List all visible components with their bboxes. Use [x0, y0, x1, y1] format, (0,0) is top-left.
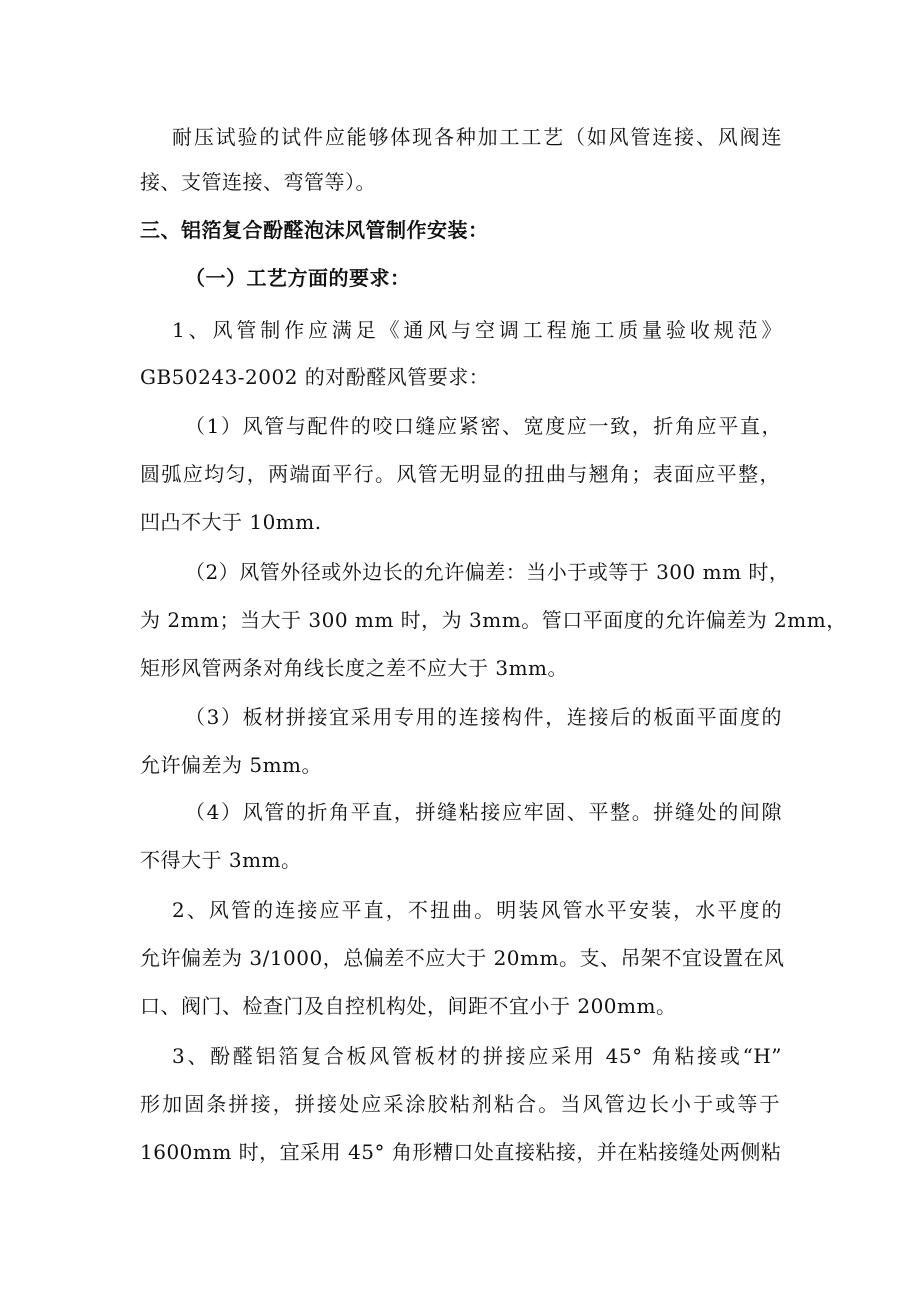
paragraph-line: 不得大于 3mm。 — [140, 848, 302, 872]
paragraph-line: 耐压试验的试件应能够体现各种加工工艺（如风管连接、风阀连 — [172, 125, 782, 149]
subsection-heading: （一）工艺方面的要求： — [185, 266, 411, 290]
paragraph-line: 形加固条拼接，拼接处应采涂胶粘剂粘合。当风管边长小于或等于 — [140, 1092, 780, 1116]
paragraph-line: （1）风管与配件的咬口缝应紧密、宽度应一致，折角应平直， — [185, 414, 782, 438]
paragraph-line: GB50243-2002 的对酚醛风管要求： — [140, 365, 490, 389]
paragraph-line: 接、支管连接、弯管等）。 — [140, 170, 376, 194]
paragraph-line: 矩形风管两条对角线长度之差不应大于 3mm。 — [140, 656, 569, 680]
paragraph-line: 口、阀门、检查门及自控机构处，间距不宜小于 200mm。 — [140, 994, 677, 1018]
paragraph-line: （2）风管外径或外边长的允许偏差：当小于或等于 300 mm 时， — [185, 560, 790, 584]
paragraph-line: 允许偏差为 3/1000，总偏差不应大于 20mm。支、吊架不宜设置在风 — [140, 946, 785, 970]
paragraph-line: （3）板材拼接宜采用专用的连接构件，连接后的板面平面度的 — [185, 705, 782, 729]
paragraph-line: 圆弧应均匀，两端面平行。风管无明显的扭曲与翘角；表面应平整， — [140, 462, 780, 486]
paragraph-line: 1600mm 时，宜采用 45° 角形糟口处直接粘接，并在粘接缝处两侧粘 — [140, 1140, 782, 1164]
paragraph-line: 2、风管的连接应平直，不扭曲。明装风管水平安装，水平度的 — [172, 898, 782, 922]
paragraph-line: （4）风管的折角平直，拼缝粘接应牢固、平整。拼缝处的间隙 — [185, 800, 782, 824]
paragraph-line: 凹凸不大于 10mm. — [140, 510, 322, 534]
paragraph-line: 1、风管制作应满足《通风与空调工程施工质量验收规范》 — [172, 318, 782, 342]
paragraph-line: 3、酚醛铝箔复合板风管板材的拼接应采用 45° 角粘接或“H” — [172, 1044, 782, 1068]
paragraph-line: 为 2mm；当大于 300 mm 时，为 3mm。管口平面度的允许偏差为 2mm， — [140, 608, 847, 632]
section-heading: 三、铝箔复合酚醛泡沫风管制作安装： — [140, 218, 489, 242]
paragraph-line: 允许偏差为 5mm。 — [140, 753, 323, 777]
